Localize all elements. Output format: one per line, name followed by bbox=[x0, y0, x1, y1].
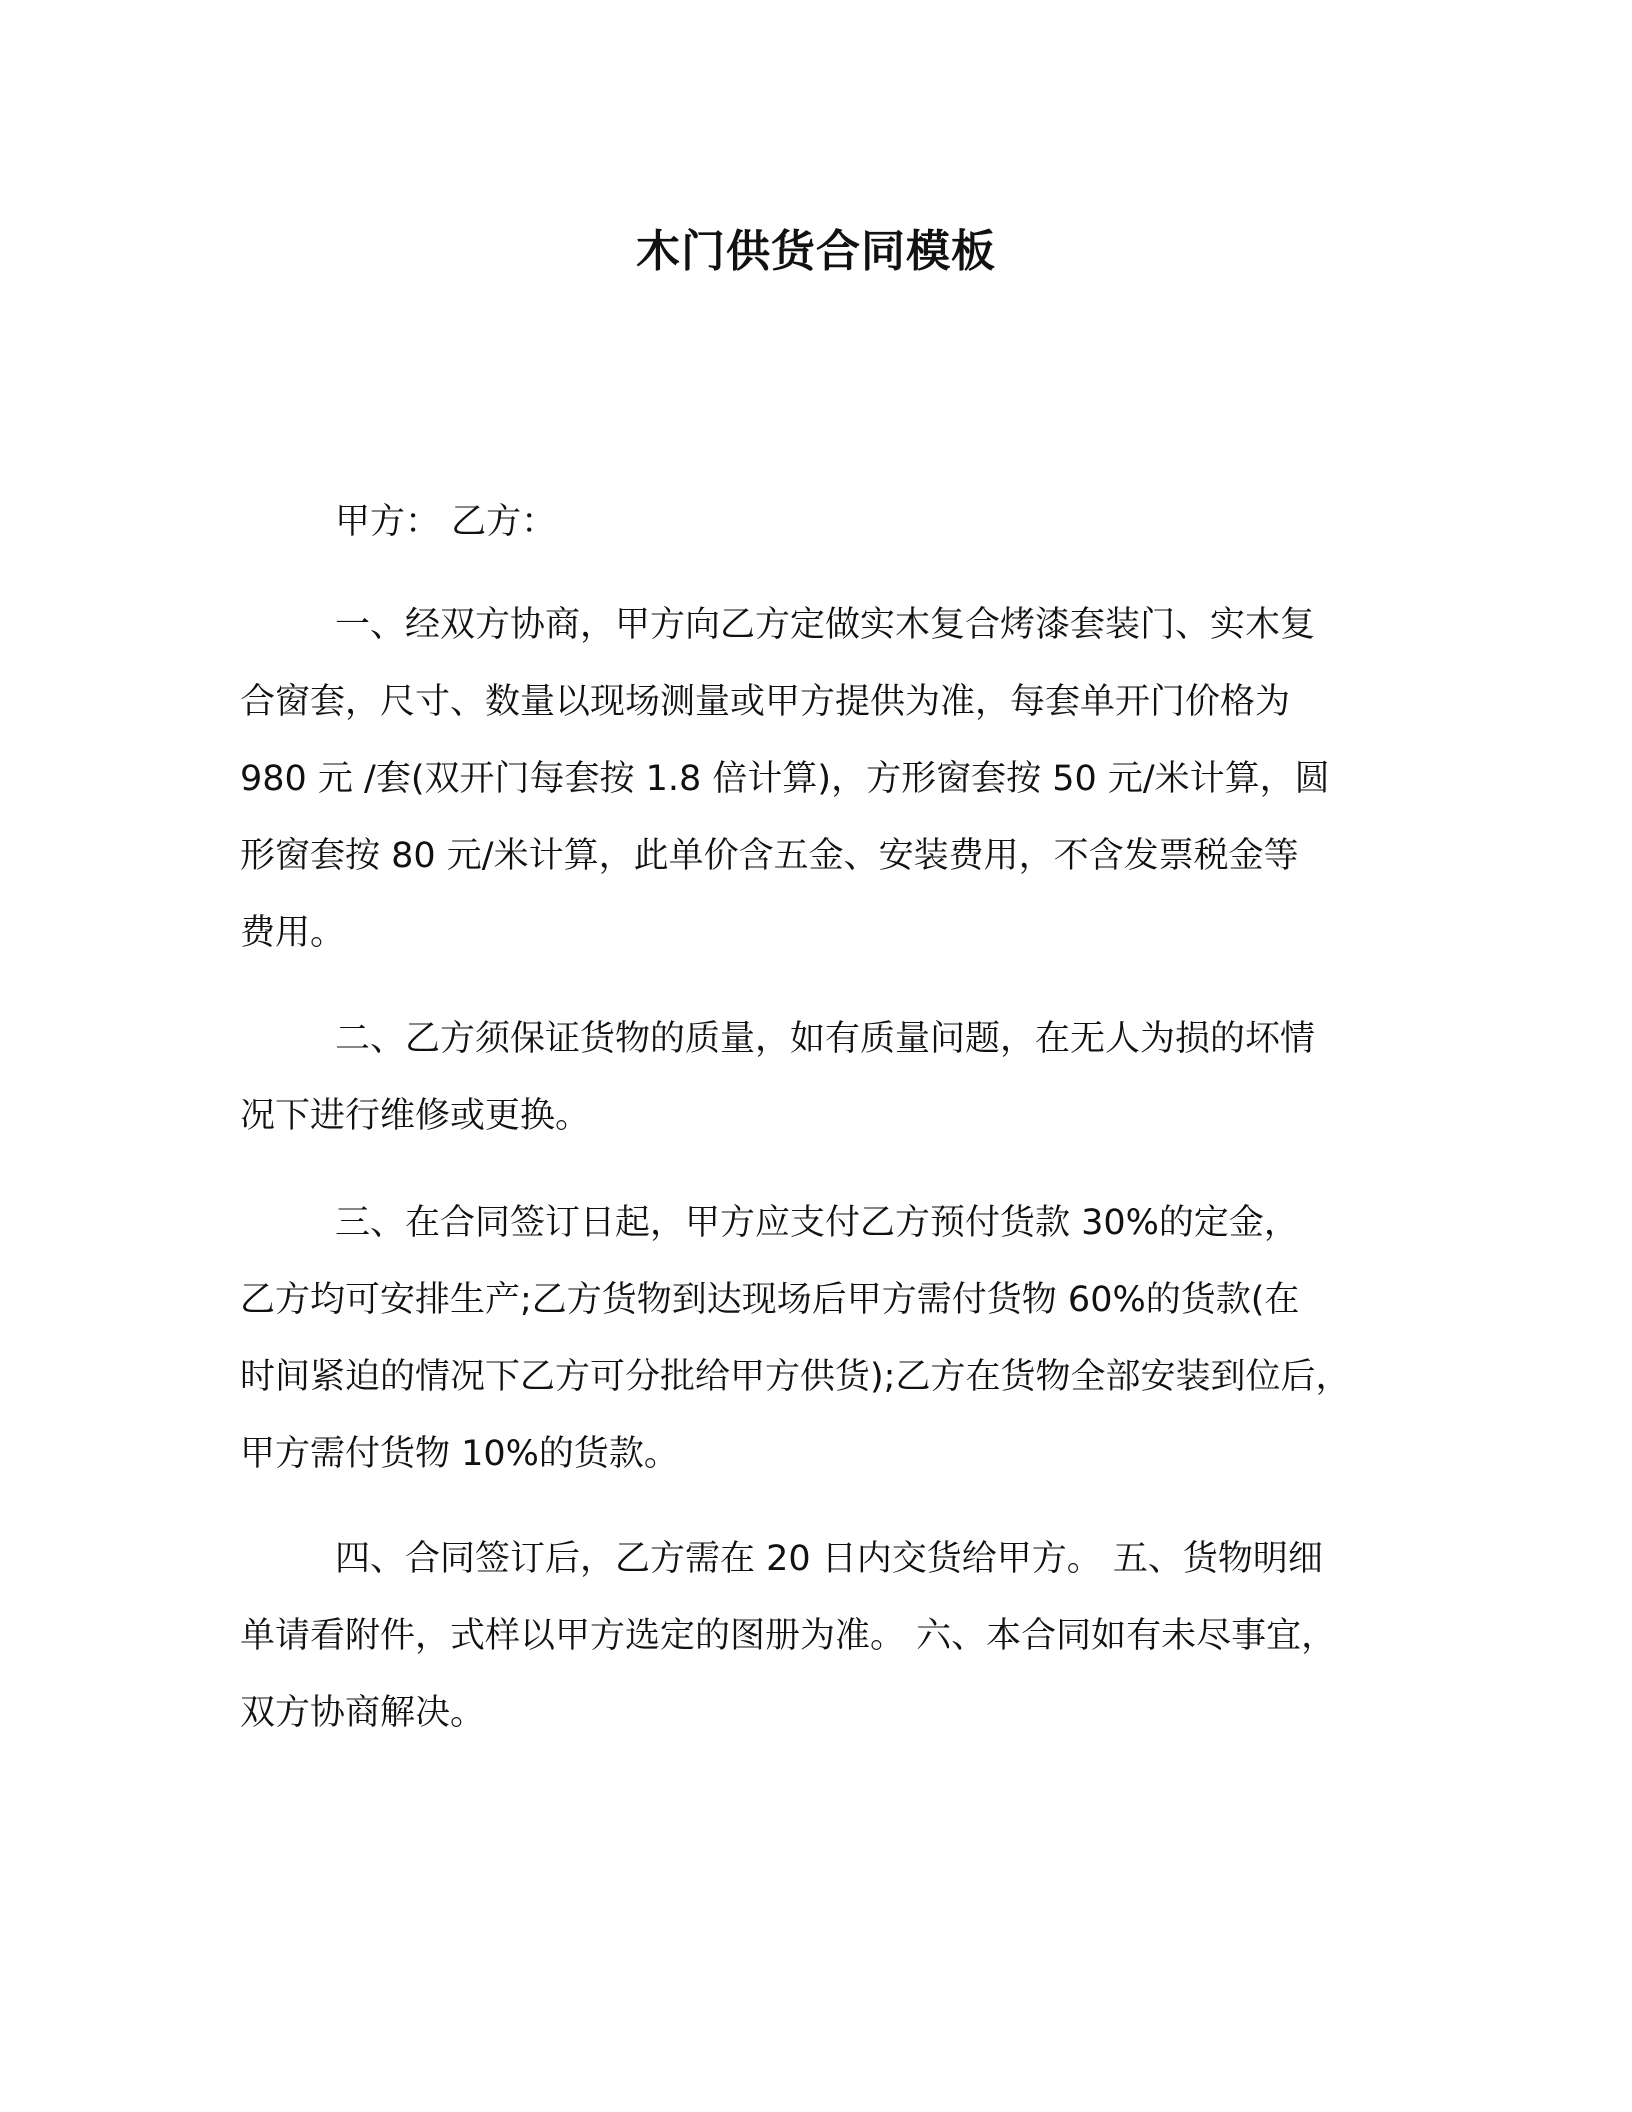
clause-4-paragraph: 四、合同签订后，乙方需在 20 日内交货给甲方。 五、货物明细 单请看附件，式样以甲方选定的图册为准。 六、本合同如有未尽事宜， 双方协商解决。 bbox=[240, 1539, 1337, 1733]
clause-2-paragraph: 二、乙方须保证货物的质量，如有质量问题，在无人为损的坏情 况下进行维修或更换。 bbox=[240, 1019, 1316, 1136]
parties-line: 甲方： 乙方： bbox=[335, 502, 557, 542]
document-title: 木门供货合同模板 bbox=[636, 226, 996, 277]
clause-1-paragraph: 一、经双方协商，甲方向乙方定做实木复合烤漆套装门、实木复 合窗套，尺寸、数量以现场测量或甲方提供为准，每套单开门价格为 980 元 /套(双开门每套按 1.8 倍计算)，方形窗套按 50 元/米计算，圆 形窗套按 80 元/米计算，此单价含五金、安装费用，不含发票税金等 费用。 bbox=[240, 605, 1330, 953]
clause-3-paragraph: 三、在合同签订日起，甲方应支付乙方预付货款 30%的定金， 乙方均可安排生产;乙方货物到达现场后甲方需付货物 60%的货款(在 时间紧迫的情况下乙方可分批给甲方供货);乙方在货物全部安装到位后， 甲方需付货物 10%的货款。 bbox=[240, 1203, 1351, 1474]
